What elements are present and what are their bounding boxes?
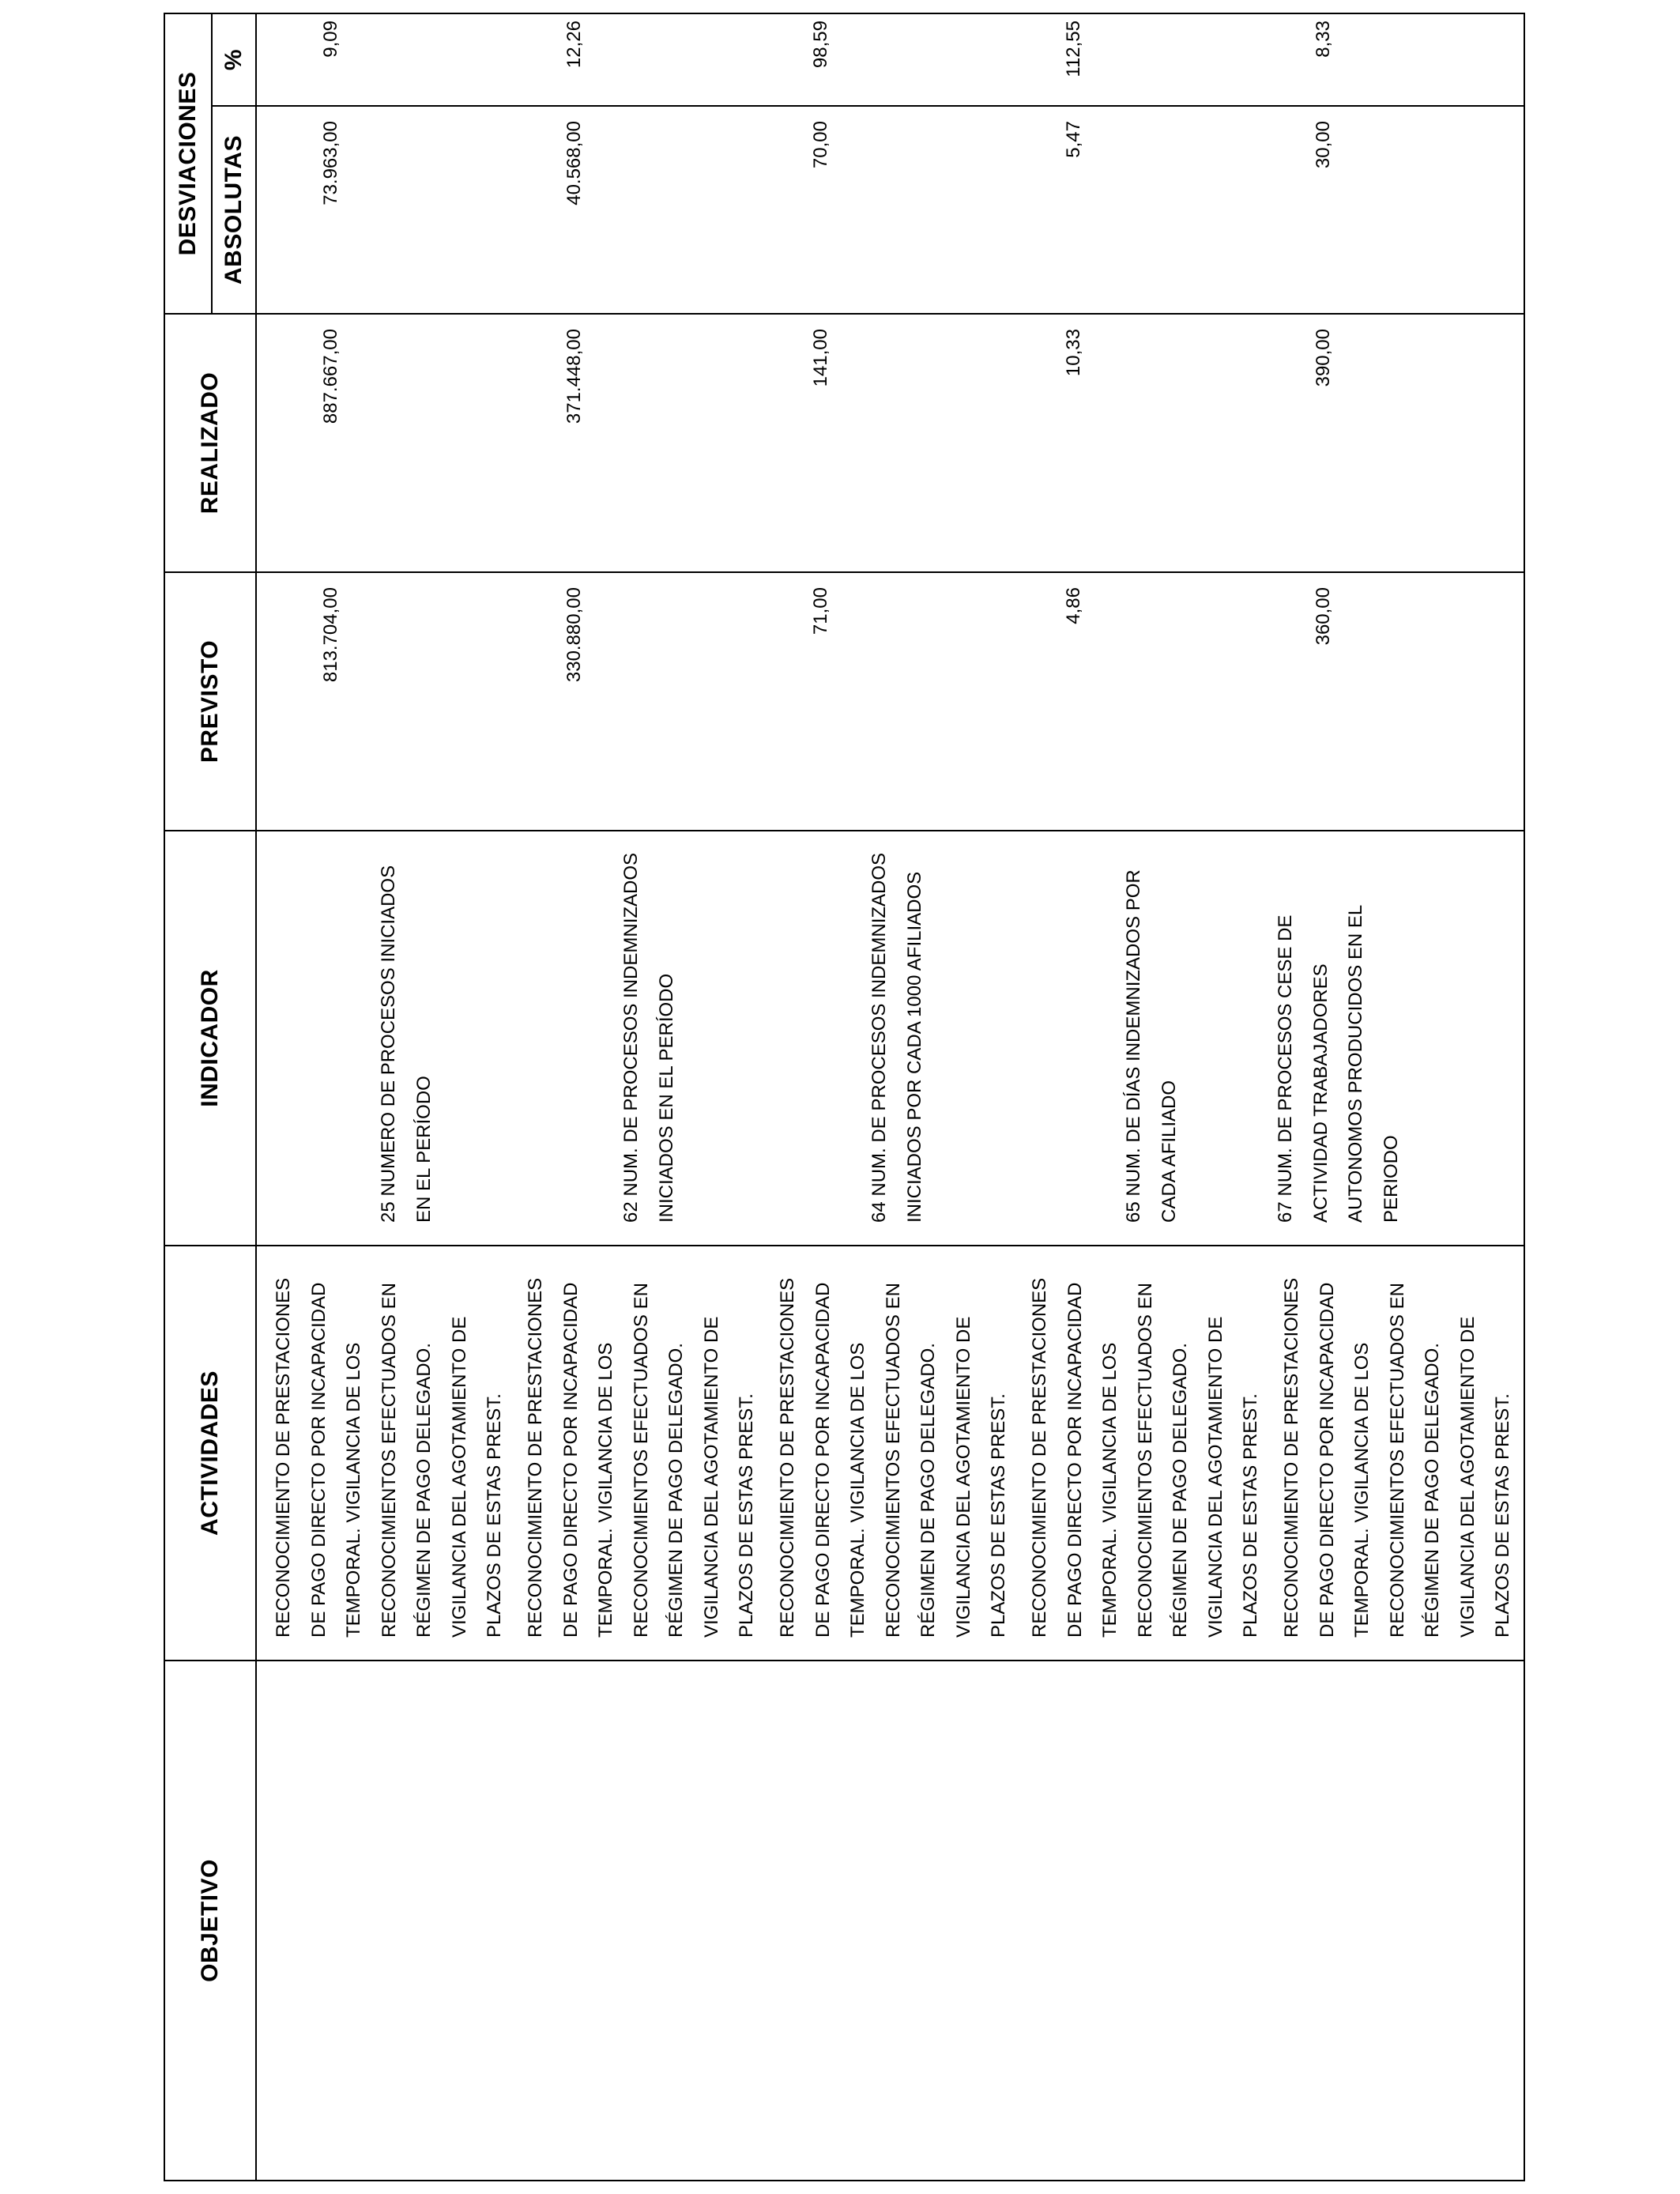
- previsto-value: 330.880,00: [563, 587, 585, 683]
- activity-list: [257, 1246, 1521, 1660]
- realizado-value: 887.667,00: [320, 329, 341, 424]
- porcentaje-value: 9,09: [320, 21, 341, 58]
- header-objetivo: OBJETIVO: [164, 1661, 256, 2181]
- indicador-cell: [256, 831, 1524, 1246]
- realizado-value: 10,33: [1063, 329, 1084, 377]
- previsto-value: 360,00: [1313, 587, 1334, 646]
- realizado-value: 141,00: [810, 329, 831, 387]
- indicator-text: 25 NUMERO DE PROCESOS INICIADOS EN EL PERÍODO: [378, 865, 435, 1223]
- absolutas-value: 73.963,00: [320, 121, 341, 205]
- activity-item: RECONOCIMIENTO DE PRESTACIONES DE PAGO DIRECTO POR INCAPACIDAD TEMPORAL. VIGILANCIA DE LOS RECONOCIMIENTOS EFECTUADOS EN RÉGIMEN DE PAGO DELEGADO. VIGILANCIA DEL AGOTAMIENTO DE PLAZOS DE ESTAS PREST.: [777, 1277, 1009, 1638]
- previsto-cell: [256, 572, 1524, 831]
- porcentaje-value: 8,33: [1313, 21, 1334, 58]
- porcentaje-cell: [256, 13, 1524, 106]
- header-absolutas: ABSOLUTAS: [212, 106, 256, 314]
- activity-item: RECONOCIMIENTO DE PRESTACIONES DE PAGO DIRECTO POR INCAPACIDAD TEMPORAL. VIGILANCIA DE LOS RECONOCIMIENTOS EFECTUADOS EN RÉGIMEN DE PAGO DELEGADO. VIGILANCIA DEL AGOTAMIENTO DE PLAZOS DE ESTAS PREST.: [525, 1277, 757, 1638]
- header-actividades: ACTIVIDADES: [164, 1246, 256, 1661]
- porcentaje-value: 98,59: [810, 21, 831, 69]
- header-desviaciones: DESVIACIONES: [164, 13, 212, 314]
- absolutas-value: 30,00: [1313, 121, 1334, 169]
- indicator-text: 62 NUM. DE PROCESOS INDEMNIZADOS INICIADOS EN EL PERÍODO: [620, 852, 677, 1223]
- previsto-value: 4,86: [1063, 587, 1084, 624]
- indicator-text: 67 NUM. DE PROCESOS CESE DE ACTIVIDAD TRABAJADORES AUTONOMOS PRODUCIDOS EN EL PERIODO: [1275, 905, 1402, 1223]
- absolutas-value: 5,47: [1063, 121, 1084, 158]
- previsto-value: 813.704,00: [320, 587, 341, 683]
- header-indicador: INDICADOR: [164, 831, 256, 1246]
- indicator-text: 64 NUM. DE PROCESOS INDEMNIZADOS INICIADOS POR CADA 1000 AFILIADOS: [868, 852, 925, 1223]
- previsto-value: 71,00: [810, 587, 831, 635]
- activity-item: RECONOCIMIENTO DE PRESTACIONES DE PAGO DIRECTO POR INCAPACIDAD TEMPORAL. VIGILANCIA DE LOS RECONOCIMIENTOS EFECTUADOS EN RÉGIMEN DE PAGO DELEGADO. VIGILANCIA DEL AGOTAMIENTO DE PLAZOS DE ESTAS PREST.: [1281, 1277, 1513, 1638]
- header-porcentaje: %: [212, 13, 256, 106]
- rotated-report-sheet: [164, 14, 1525, 2181]
- absolutas-value: 70,00: [810, 121, 831, 169]
- header-previsto: PREVISTO: [164, 572, 256, 831]
- indicator-text: 65 NUM. DE DÍAS INDEMNIZADOS POR CADA AFILIADO: [1123, 869, 1180, 1223]
- porcentaje-value: 12,26: [563, 21, 585, 69]
- header-realizado: REALIZADO: [164, 314, 256, 572]
- activity-item: RECONOCIMIENTO DE PRESTACIONES DE PAGO DIRECTO POR INCAPACIDAD TEMPORAL. VIGILANCIA DE LOS RECONOCIMIENTOS EFECTUADOS EN RÉGIMEN DE PAGO DELEGADO. VIGILANCIA DEL AGOTAMIENTO DE PLAZOS DE ESTAS PREST.: [1029, 1277, 1261, 1638]
- actividades-cell: [256, 1246, 1524, 1661]
- porcentaje-value: 112,55: [1063, 21, 1084, 77]
- realizado-value: 390,00: [1313, 329, 1334, 387]
- realizado-cell: [256, 314, 1524, 572]
- realizado-value: 371.448,00: [563, 329, 585, 424]
- absolutas-value: 40.568,00: [563, 121, 585, 205]
- activity-item: RECONOCIMIENTO DE PRESTACIONES DE PAGO DIRECTO POR INCAPACIDAD TEMPORAL. VIGILANCIA DE LOS RECONOCIMIENTOS EFECTUADOS EN RÉGIMEN DE PAGO DELEGADO. VIGILANCIA DEL AGOTAMIENTO DE PLAZOS DE ESTAS PREST.: [273, 1277, 505, 1638]
- absolutas-cell: [256, 106, 1524, 314]
- indicators-table: [164, 13, 1525, 2181]
- objetivo-cell: [256, 1661, 1524, 2181]
